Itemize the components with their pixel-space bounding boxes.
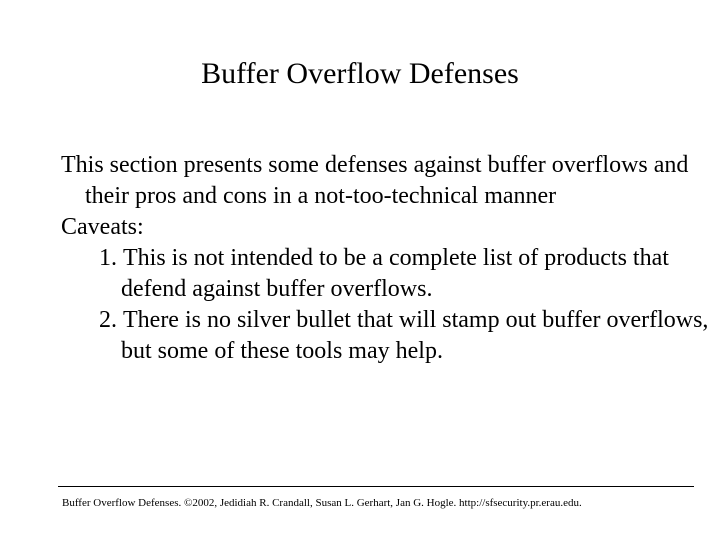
caveat-item (61, 243, 711, 305)
slide-title: Buffer Overflow Defenses (201, 57, 519, 90)
caveats-heading: Caveats: (61, 214, 144, 240)
slide-body (61, 150, 711, 367)
caveat-item (61, 305, 711, 367)
caveat-text: This is not intended to be a complete list of products that defend against buffer overflows. (121, 245, 669, 302)
caveat-number: 1. (99, 245, 117, 271)
caveat-number: 2. (99, 307, 117, 333)
caveat-text: There is no silver bullet that will stamp out buffer overflows, but some of these tools may help. (121, 307, 709, 364)
footer-divider (58, 486, 694, 487)
caveats-list (61, 243, 711, 367)
footer-text: Buffer Overflow Defenses. ©2002, Jedidiah R. Crandall, Susan L. Gerhart, Jan G. Hogle. http://sfsecurity.pr.erau.edu. (62, 497, 582, 509)
intro-paragraph: This section presents some defenses against buffer overflows and their pros and cons in a not-too-technical manner (61, 152, 689, 209)
